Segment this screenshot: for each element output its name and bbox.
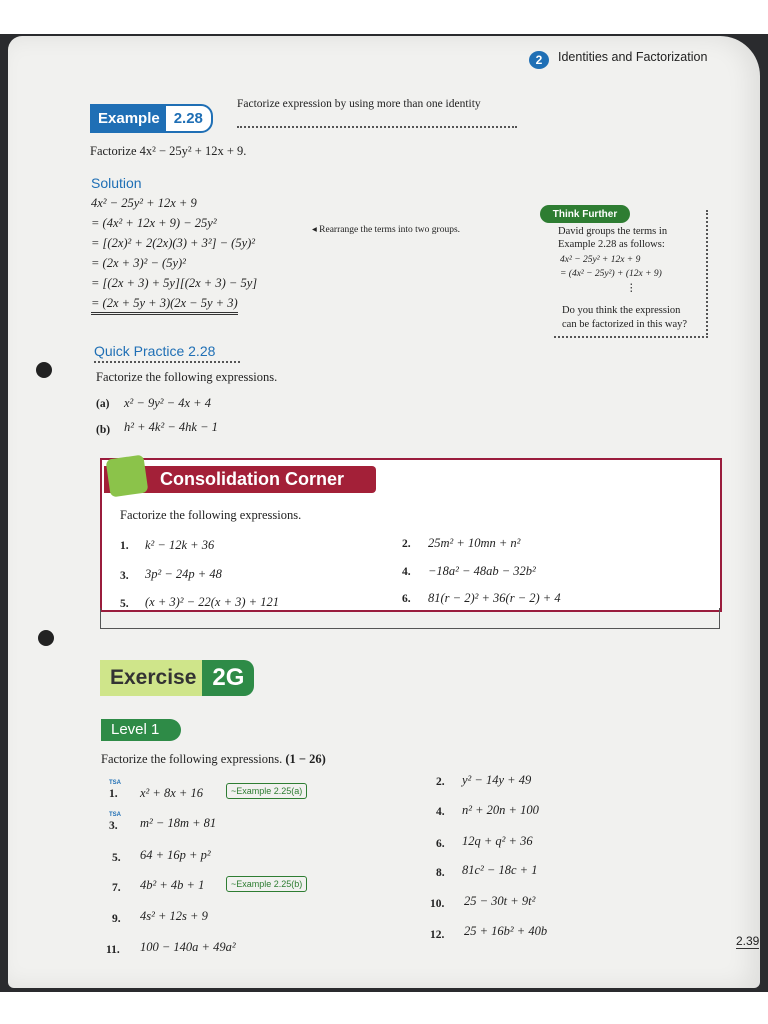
exercise-item-number: 11. xyxy=(106,944,120,956)
consolidation-item-expression: k² − 12k + 36 xyxy=(145,538,215,552)
exercise-item-expression: 25 − 30t + 9t² xyxy=(464,894,536,908)
exercise-item-expression: 4s² + 12s + 9 xyxy=(140,909,208,923)
binder-hole-icon xyxy=(36,362,52,378)
solution-step: = (2x + 3)² − (5y)² xyxy=(91,256,186,270)
exercise-item-expression: 64 + 16p + p² xyxy=(140,848,211,862)
quick-practice-title: Quick Practice 2.28 xyxy=(94,343,240,363)
solution-step: = [(2x + 3) + 5y][(2x + 3) − 5y] xyxy=(91,276,258,290)
exercise-item-number: 4. xyxy=(436,806,445,818)
consolidation-item-expression: 3p² − 24p + 48 xyxy=(145,567,222,581)
exercise-item-expression: 25 + 16b² + 40b xyxy=(464,924,548,938)
consolidation-item-number: 6. xyxy=(402,593,411,605)
quick-practice-instruction: Factorize the following expressions. xyxy=(96,370,278,384)
exercise-item-expression: x² + 8x + 16 xyxy=(140,786,203,800)
consolidation-item-number: 1. xyxy=(120,540,129,552)
example-number: 2.28 xyxy=(173,110,203,127)
think-further-dots: ⋮ xyxy=(626,283,637,294)
think-further-text: Example 2.28 as follows: xyxy=(558,239,665,250)
consolidation-item-number: 3. xyxy=(120,570,129,582)
exercise-item-number: 9. xyxy=(112,913,121,925)
exercise-item-number: 1. xyxy=(109,788,118,800)
exercise-item-expression: 100 − 140a + 49a² xyxy=(140,940,236,954)
chapter-number-badge: 2 xyxy=(529,51,549,69)
exercise-item-number: 12. xyxy=(430,929,445,941)
solution-step: 4x² − 25y² + 12x + 9 xyxy=(91,196,197,210)
think-further-label: Think Further xyxy=(540,205,630,223)
exercise-item-number: 7. xyxy=(112,882,121,894)
exercise-item-number: 8. xyxy=(436,867,445,879)
quick-practice-expression: x² − 9y² − 4x + 4 xyxy=(124,396,211,410)
solution-heading: Solution xyxy=(91,175,142,191)
solution-final-answer: = (2x + 5y + 3)(2x − 5y + 3) xyxy=(91,296,238,315)
exercise-heading xyxy=(100,660,254,696)
exercise-instruction xyxy=(101,752,326,767)
think-further-question: Do you think the expression xyxy=(562,305,681,316)
think-further-expression: 4x² − 25y² + 12x + 9 xyxy=(560,255,641,265)
example-reference-tag: ~Example 2.25(b) xyxy=(226,876,307,892)
exercise-range: (1 − 26) xyxy=(285,752,326,766)
exercise-item-expression: 12q + q² + 36 xyxy=(462,834,533,848)
consolidation-item-expression: 81(r − 2)² + 36(r − 2) + 4 xyxy=(428,591,561,605)
consolidation-corner-title: Consolidation Corner xyxy=(104,466,376,493)
quick-practice-label: (b) xyxy=(96,424,111,436)
tsa-tag-icon: TSA xyxy=(109,812,121,818)
example-reference-tag: ~Example 2.25(a) xyxy=(226,783,307,799)
exercise-instruction-text: Factorize the following expressions. xyxy=(101,752,283,766)
exercise-item-expression: 81c² − 18c + 1 xyxy=(462,863,538,877)
think-further-text: David groups the terms in xyxy=(558,226,668,237)
consolidation-item-expression: (x + 3)² − 22(x + 3) + 121 xyxy=(145,595,279,609)
quick-practice-expression: h² + 4k² − 4hk − 1 xyxy=(124,420,218,434)
exercise-item-expression: m² − 18m + 81 xyxy=(140,816,217,830)
exercise-item-number: 5. xyxy=(112,852,121,864)
consolidation-corner-outline xyxy=(100,608,720,629)
binder-hole-icon xyxy=(38,630,54,646)
consolidation-item-number: 5. xyxy=(120,598,129,610)
exercise-item-number: 6. xyxy=(436,838,445,850)
exercise-item-number: 2. xyxy=(436,776,445,788)
exercise-item-number: 10. xyxy=(430,898,445,910)
consolidation-item-number: 4. xyxy=(402,566,411,578)
dotted-divider xyxy=(237,126,517,128)
exercise-item-number: 3. xyxy=(109,820,118,832)
exercise-number: 2G xyxy=(202,660,254,696)
example-word: Example xyxy=(92,106,166,131)
example-question: Factorize 4x² − 25y² + 12x + 9. xyxy=(90,144,247,158)
think-further-expression: = (4x² − 25y²) + (12x + 9) xyxy=(560,269,662,279)
tsa-tag-icon: TSA xyxy=(109,780,121,786)
consolidation-instruction: Factorize the following expressions. xyxy=(120,508,302,522)
think-further-question: can be factorized in this way? xyxy=(562,319,688,330)
chapter-title: Identities and Factorization xyxy=(558,50,708,64)
rearrange-annotation: ◂ Rearrange the terms into two groups. xyxy=(312,225,461,235)
exercise-item-expression: y² − 14y + 49 xyxy=(462,773,532,787)
puzzle-piece-icon xyxy=(106,455,149,498)
solution-step: = (4x² + 12x + 9) − 25y² xyxy=(91,216,217,230)
level-badge: Level 1 xyxy=(101,719,181,741)
page-number: 2.39 xyxy=(736,934,760,948)
consolidation-item-number: 2. xyxy=(402,538,411,550)
exercise-item-expression: 4b² + 4b + 1 xyxy=(140,878,205,892)
consolidation-item-expression: −18a² − 48ab − 32b² xyxy=(428,564,536,578)
consolidation-item-expression: 25m² + 10mn + n² xyxy=(428,536,521,550)
exercise-word: Exercise xyxy=(100,660,202,696)
example-label xyxy=(90,104,213,133)
solution-step: = [(2x)² + 2(2x)(3) + 3²] − (5y)² xyxy=(91,236,256,250)
exercise-item-expression: n² + 20n + 100 xyxy=(462,803,539,817)
quick-practice-label: (a) xyxy=(96,398,110,410)
example-description: Factorize expression by using more than one identity xyxy=(237,98,481,110)
